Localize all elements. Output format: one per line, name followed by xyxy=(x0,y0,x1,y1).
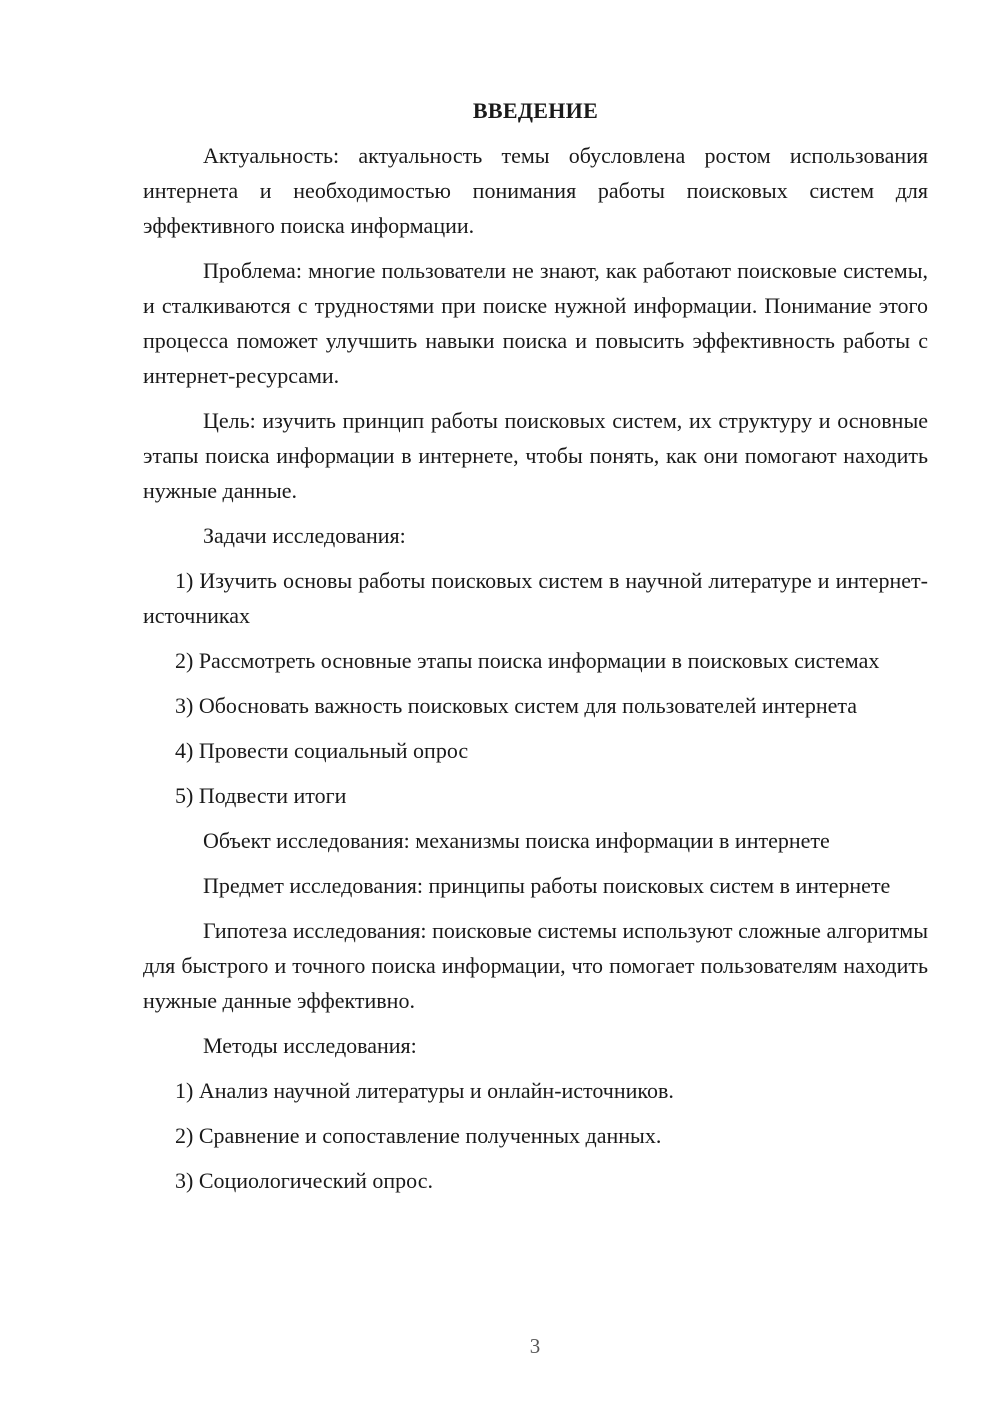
list-item: 2) Сравнение и сопоставление полученных данных. xyxy=(175,1123,662,1148)
paragraph-subject: Предмет исследования: принципы работы поисковых систем в интернете xyxy=(203,873,891,898)
list-item: 3) Социологический опрос. xyxy=(175,1168,433,1193)
list-item: 1) Анализ научной литературы и онлайн-источников. xyxy=(175,1078,674,1103)
methods-list xyxy=(143,1073,928,1198)
methods-heading: Методы исследования: xyxy=(203,1033,417,1058)
paragraph-object: Объект исследования: механизмы поиска информации в интернете xyxy=(203,828,830,853)
list-item: 2) Рассмотреть основные этапы поиска информации в поисковых системах xyxy=(175,648,880,673)
paragraph-relevance: Актуальность: актуальность темы обусловлена ростом использования интернета и необходимостью понимания работы поисковых систем для эффективного поиска информации. xyxy=(143,143,928,238)
list-item: 4) Провести социальный опрос xyxy=(175,738,469,763)
list-item: 5) Подвести итоги xyxy=(175,783,347,808)
document-page xyxy=(143,95,928,1208)
paragraph-hypothesis: Гипотеза исследования: поисковые системы используют сложные алгоритмы для быстрого и точного поиска информации, что помогает пользователям находить нужные данные эффективно. xyxy=(143,918,928,1013)
paragraph-goal: Цель: изучить принцип работы поисковых систем, их структуру и основные этапы поиска информации в интернете, чтобы понять, как они помогают находить нужные данные. xyxy=(143,408,928,503)
paragraph-problem: Проблема: многие пользователи не знают, как работают поисковые системы, и сталкиваются с трудностями при поиске нужной информации. Понимание этого процесса поможет улучшить навыки поиска и повысить эффективность работы с интернет-ресурсами. xyxy=(143,258,928,388)
tasks-heading: Задачи исследования: xyxy=(203,523,406,548)
list-item: 3) Обосновать важность поисковых систем для пользователей интернета xyxy=(175,693,858,718)
page-number: 3 xyxy=(529,1334,541,1358)
tasks-list xyxy=(143,563,928,813)
list-item: 1) Изучить основы работы поисковых систем в научной литературе и интернет-источниках xyxy=(143,568,928,628)
document-title: ВВЕДЕНИЕ xyxy=(472,98,599,123)
